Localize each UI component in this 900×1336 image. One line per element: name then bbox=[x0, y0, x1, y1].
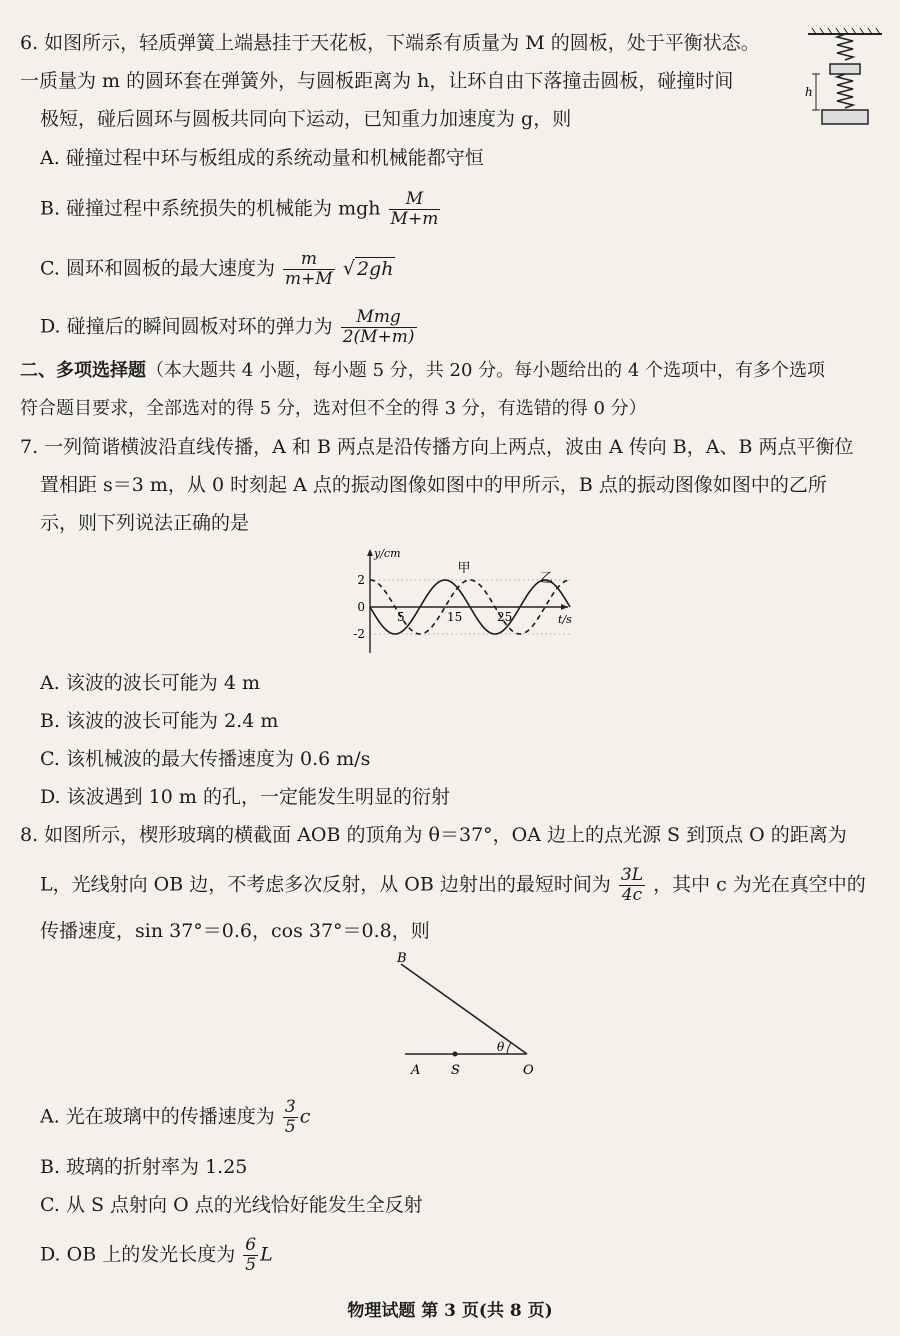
q6-option-c bbox=[40, 250, 395, 289]
y-tick-label: 2 bbox=[357, 573, 365, 587]
q6-line-3: 极短，碰后圆环与圆板共同向下运动，已知重力加速度为 g，则 bbox=[40, 108, 572, 130]
section2-header bbox=[20, 358, 825, 384]
q6-option-c-text: C. 圆环和圆板的最大速度为 bbox=[40, 257, 275, 280]
q7-option-b: B. 该波的波长可能为 2.4 m bbox=[40, 710, 279, 732]
q8-option-d-text: D. OB 上的发光长度为 bbox=[40, 1243, 236, 1266]
x-axis-label: t/s bbox=[558, 613, 572, 626]
q8-line-2 bbox=[40, 866, 866, 905]
x-tick-label: 15 bbox=[447, 610, 463, 624]
q6-option-b-fraction: $\frac{M}{M+m}$ bbox=[390, 189, 439, 229]
section2-desc-2: 符合题目要求，全部选对的得 5 分，选对但不全的得 3 分，有选错的得 0 分） bbox=[20, 398, 647, 419]
q6-option-d-text: D. 碰撞后的瞬间圆板对环的弹力为 bbox=[40, 315, 333, 338]
q6-option-a: A. 碰撞过程中环与板组成的系统动量和机械能都守恒 bbox=[40, 147, 484, 169]
q6-line-1: 6. 如图所示，轻质弹簧上端悬挂于天花板，下端系有质量为 M 的圆板，处于平衡状态。 bbox=[20, 32, 760, 54]
fig-label-b: B bbox=[397, 951, 407, 966]
spring-ring-plate-figure bbox=[800, 28, 890, 138]
q8-option-a-fraction: $\frac{3}{5}$ bbox=[284, 1097, 296, 1137]
q7-line-3: 示，则下列说法正确的是 bbox=[40, 512, 250, 534]
fig-label-a: A bbox=[411, 1063, 421, 1078]
y-tick-label: -2 bbox=[353, 627, 365, 641]
fig-label-h: h bbox=[805, 85, 813, 99]
q8-option-a-tail: c bbox=[299, 1105, 311, 1128]
q8-option-d bbox=[40, 1236, 273, 1275]
series-jia-label: 甲 bbox=[457, 561, 471, 576]
q8-time-fraction: $\frac{3L}{4c}$ bbox=[620, 865, 644, 905]
x-tick-label: 25 bbox=[497, 610, 513, 624]
q7-line-2: 置相距 s＝3 m，从 0 时刻起 A 点的振动图像如图中的甲所示，B 点的振动图像如图中的乙所 bbox=[40, 474, 827, 496]
y-axis-label: y/cm bbox=[374, 547, 401, 560]
q8-option-d-fraction: $\frac{6}{5}$ bbox=[245, 1235, 257, 1275]
q6-option-b bbox=[40, 190, 442, 229]
q7-line-1: 7. 一列简谐横波沿直线传播，A 和 B 两点是沿传播方向上两点，波由 A 传向 B，A、B 两点平衡位 bbox=[20, 436, 854, 458]
x-axis-arrow bbox=[561, 604, 568, 610]
q6-option-b-text: B. 碰撞过程中系统损失的机械能为 mgh bbox=[40, 197, 381, 220]
page-footer: 物理试题 第 3 页(共 8 页) bbox=[347, 1301, 553, 1321]
fig-label-o: O bbox=[523, 1063, 534, 1078]
q8-option-d-tail: L bbox=[260, 1243, 273, 1266]
wedge-side-ob bbox=[401, 964, 527, 1054]
x-tick-label: 5 bbox=[397, 610, 405, 624]
q8-line-3: 传播速度，sin 37°＝0.6，cos 37°＝0.8，则 bbox=[40, 920, 430, 942]
q8-option-b: B. 玻璃的折射率为 1.25 bbox=[40, 1156, 248, 1178]
q6-option-d-fraction: $\frac{\text{Mmg}}{2(M+m)}$ bbox=[342, 307, 415, 347]
q6-line-2: 一质量为 m 的圆环套在弹簧外，与圆板距离为 h，让环自由下落撞击圆板，碰撞时间 bbox=[20, 70, 734, 92]
q7-option-a: A. 该波的波长可能为 4 m bbox=[40, 672, 260, 694]
point-source-s bbox=[453, 1052, 458, 1057]
q8-line-2-text-a: L，光线射向 OB 边，不考虑多次反射，从 OB 边射出的最短时间为 bbox=[40, 873, 611, 896]
series-yi-label: 乙 bbox=[540, 571, 554, 586]
wedge-glass-figure bbox=[395, 950, 545, 1080]
q8-option-c: C. 从 S 点射向 O 点的光线恰好能发生全反射 bbox=[40, 1194, 423, 1216]
q8-line-2-text-b: ，其中 c 为光在真空中的 bbox=[653, 873, 866, 896]
section2-title: 二、多项选择题 bbox=[20, 360, 146, 381]
q6-option-c-sqrt: √ 2gh bbox=[342, 257, 394, 280]
fig-label-theta: θ bbox=[497, 1040, 505, 1054]
q7-option-d: D. 该波遇到 10 m 的孔，一定能发生明显的衍射 bbox=[40, 786, 450, 808]
q8-option-a-text: A. 光在玻璃中的传播速度为 bbox=[40, 1105, 275, 1128]
y-tick-label: 0 bbox=[357, 600, 365, 614]
fig-label-s: S bbox=[451, 1063, 460, 1078]
section2-desc-1: （本大题共 4 小题，每小题 5 分，共 20 分。每小题给出的 4 个选项中，有多个选项 bbox=[146, 360, 826, 381]
q8-line-1: 8. 如图所示，楔形玻璃的横截面 AOB 的顶角为 θ＝37°，OA 边上的点光源 S 到顶点 O 的距离为 bbox=[20, 824, 847, 846]
q6-option-c-fraction: $\frac{m}{m+M}$ bbox=[285, 249, 333, 289]
y-axis-arrow bbox=[367, 549, 373, 556]
vibration-graph bbox=[340, 545, 580, 657]
q6-option-d bbox=[40, 308, 419, 347]
q8-option-a bbox=[40, 1098, 310, 1137]
q7-option-c: C. 该机械波的最大传播速度为 0.6 m/s bbox=[40, 748, 371, 770]
